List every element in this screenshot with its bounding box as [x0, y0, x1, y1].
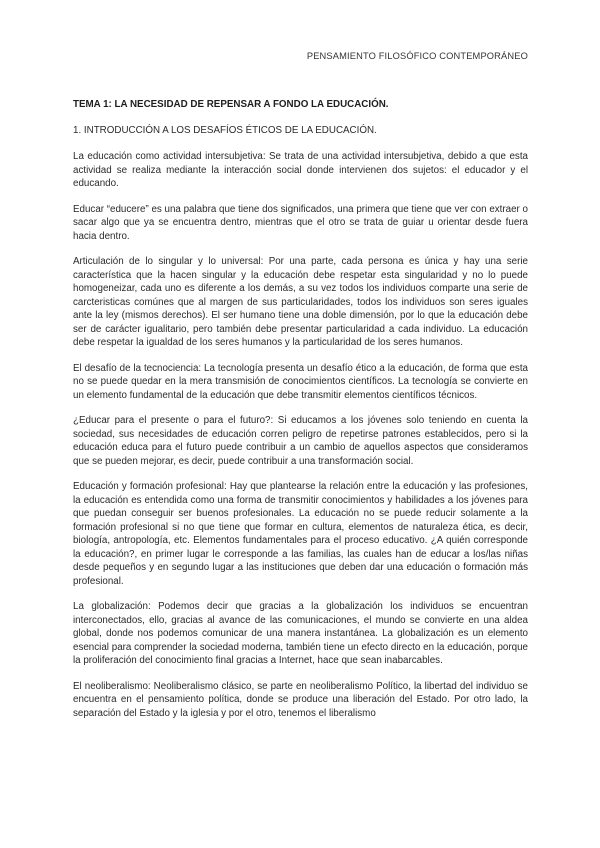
document-title: TEMA 1: LA NECESIDAD DE REPENSAR A FONDO LA EDUCACIÓN.	[73, 99, 389, 110]
paragraph-singular-universal: Articulación de lo singular y lo universal: Por una parte, cada persona es única y hay una serie característica que la hacen singular y la educación debe respetar esta singularidad y no lo puede homogeneizar, cada uno es diferente a los demás, a su vez todos los individuos comparte una serie de carcteristicas comúnes que al margen de sus particularidades, todos los individuos son seres iguales ante la ley (mismos derechos). El ser humano tiene una doble dimensión, por lo que la educación debe ser de carácter igualitario, pero también debe presentar particularidad a cada individuo. La educación debe respetar la igualdad de los seres humanos y la particularidad de los seres humanos.	[73, 256, 528, 348]
running-header: PENSAMIENTO FILOSÓFICO CONTEMPORÁNEO	[306, 51, 528, 61]
paragraph-educere: Educar “educere” es una palabra que tiene dos significados, una primera que tiene que ver con extraer o sacar algo que ya se encuentra dentro, mientras que el otro se trata de guiar u orientar desde fuera hacia dentro.	[73, 203, 528, 242]
paragraph-intersubjective: La educación como actividad intersubjetiva: Se trata de una actividad intersubjetiva, debido a que esta actividad se realiza mediante la interacción social donde intervienen dos sujetos: el educador y el educando.	[73, 151, 528, 189]
paragraph-neoliberalismo: El neoliberalismo: Neoliberalismo clásico, se parte en neoliberalismo Político, la libertad del individuo se encuentra en el pensamiento política, donde se produce una liberación del Estado. Por otro lado, la separación del Estado y la iglesia y por el otro, tenemos el liberalismo	[73, 680, 528, 719]
paragraph-tecnociencia: El desafío de la tecnociencia: La tecnología presenta un desafío ético a la educación, de forma que esta no se puede quedar en la mera transmisión de conocimientos científicos. La tecnología se convierte en un elemento fundamental de la educación que debe transmitir elementos científicos técnicos.	[73, 362, 528, 401]
paragraph-globalizacion: La globalización: Podemos decir que gracias a la globalización los individuos se encuentran interconectados, ello, gracias al avance de las comunicaciones, el mundo se convierte en una aldea global, donde nos podemos comunicar de una manera instantánea. La globalización es un elemento esencial para comprender la sociedad moderna, también tiene un efecto directo en la educación, porque la proliferación del conocimiento final gracias a Internet, hace que sean inabarcables.	[73, 601, 528, 666]
section-heading: 1. INTRODUCCIÓN A LOS DESAFÍOS ÉTICOS DE LA EDUCACIÓN.	[73, 125, 377, 136]
paragraph-formacion-profesional: Educación y formación profesional: Hay que plantearse la relación entre la educación y las profesiones, la educación es entendida como una forma de transmitir conocimientos y habilidades a los jóvenes para que puedan conseguir ser buenos profesionales. La educación no se puede reducir solamente a la formación profesional si no que tiene que formar en cultura, elementos de naturaleza ética, es decir, biología, antropología, etc. Elementos fundamentales para el proceso educativo. ¿A quién corresponde la educación?, en primer lugar le corresponde a las familias, las cuales han de educar a los/las niñas desde pequeños y en segundo lugar a las instituciones que deben dar una educación o formación más profesional.	[73, 481, 528, 587]
paragraph-presente-futuro: ¿Educar para el presente o para el futuro?: Si educamos a los jóvenes solo teniendo en cuenta la sociedad, sus necesidades de educación corren peligro de repetirse patrones establecidos, pero si la educación educa para el futuro puede contribuir a un cambio de aquellos aspectos que consideramos que se pueden mejorar, es decir, puede contribuir a una transformación social.	[73, 415, 528, 467]
document-body	[73, 98, 528, 720]
